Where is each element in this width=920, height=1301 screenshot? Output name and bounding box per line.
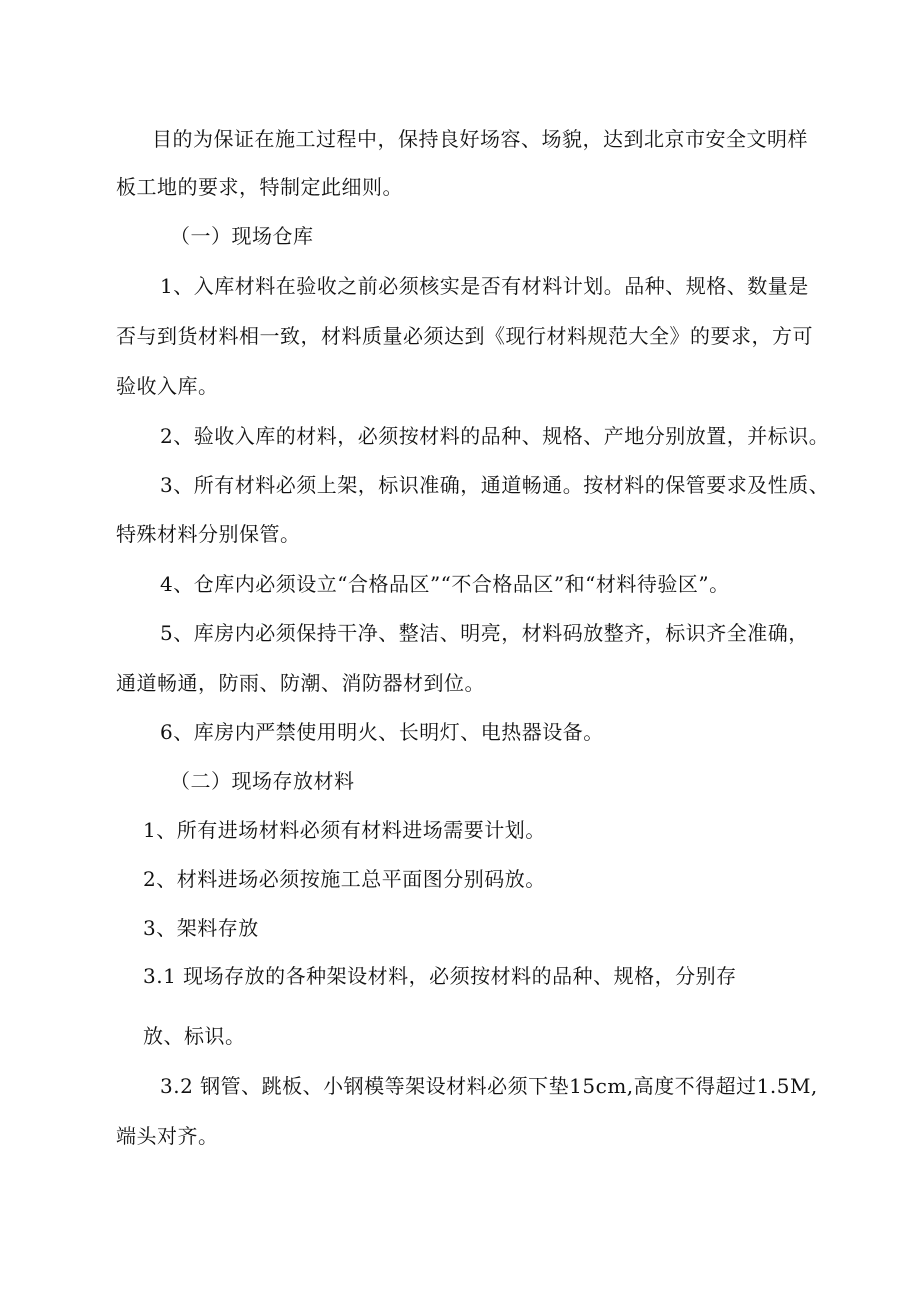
storage-item-3-2-line-1: 3.2 钢管、跳板、小钢模等架设材料必须下垫15cm,高度不得超过1.5M, (160, 1074, 818, 1098)
item-4-line-1: 4、仓库内必须设立“合格品区”“不合格品区”和“材料待验区”。 (160, 572, 730, 596)
section-heading-storage: （二）现场存放材料 (170, 769, 355, 793)
item-3-line-2: 特殊材料分别保管。 (116, 522, 301, 546)
storage-item-1: 1、所有进场材料必须有材料进场需要计划。 (143, 818, 546, 842)
storage-item-3-2-line-2: 端头对齐。 (116, 1124, 219, 1148)
item-1-line-3: 验收入库。 (116, 374, 219, 398)
storage-item-3-1-line-2: 放、标识。 (143, 1024, 246, 1048)
storage-item-2: 2、材料进场必须按施工总平面图分别码放。 (143, 867, 546, 891)
storage-item-3-1-line-1: 3.1 现场存放的各种架设材料，必须按材料的品种、规格，分别存 (143, 964, 737, 988)
item-5-line-2: 通道畅通，防雨、防潮、消防器材到位。 (116, 671, 485, 695)
item-2-line-1: 2、验收入库的材料，必须按材料的品种、规格、产地分别放置，并标识。 (160, 424, 830, 448)
item-3-line-1: 3、所有材料必须上架，标识准确，通道畅通。按材料的保管要求及性质、 (160, 473, 830, 497)
item-1-line-2: 否与到货材料相一致，材料质量必须达到《现行材料规范大全》的要求，方可 (116, 324, 813, 348)
item-6-line-1: 6、库房内严禁使用明火、长明灯、电热器设备。 (160, 720, 604, 744)
paragraph-intro-line-1: 目的为保证在施工过程中，保持良好场容、场貌，达到北京市安全文明样 (152, 127, 808, 151)
storage-item-3: 3、架料存放 (143, 916, 259, 940)
item-5-line-1: 5、库房内必须保持干净、整洁、明亮，材料码放整齐，标识齐全准确， (160, 621, 809, 645)
item-1-line-1: 1、入库材料在验收之前必须核实是否有材料计划。品种、规格、数量是 (160, 274, 809, 298)
paragraph-intro-line-2: 板工地的要求，特制定此细则。 (116, 175, 403, 199)
section-heading-warehouse: （一）现场仓库 (170, 224, 314, 248)
